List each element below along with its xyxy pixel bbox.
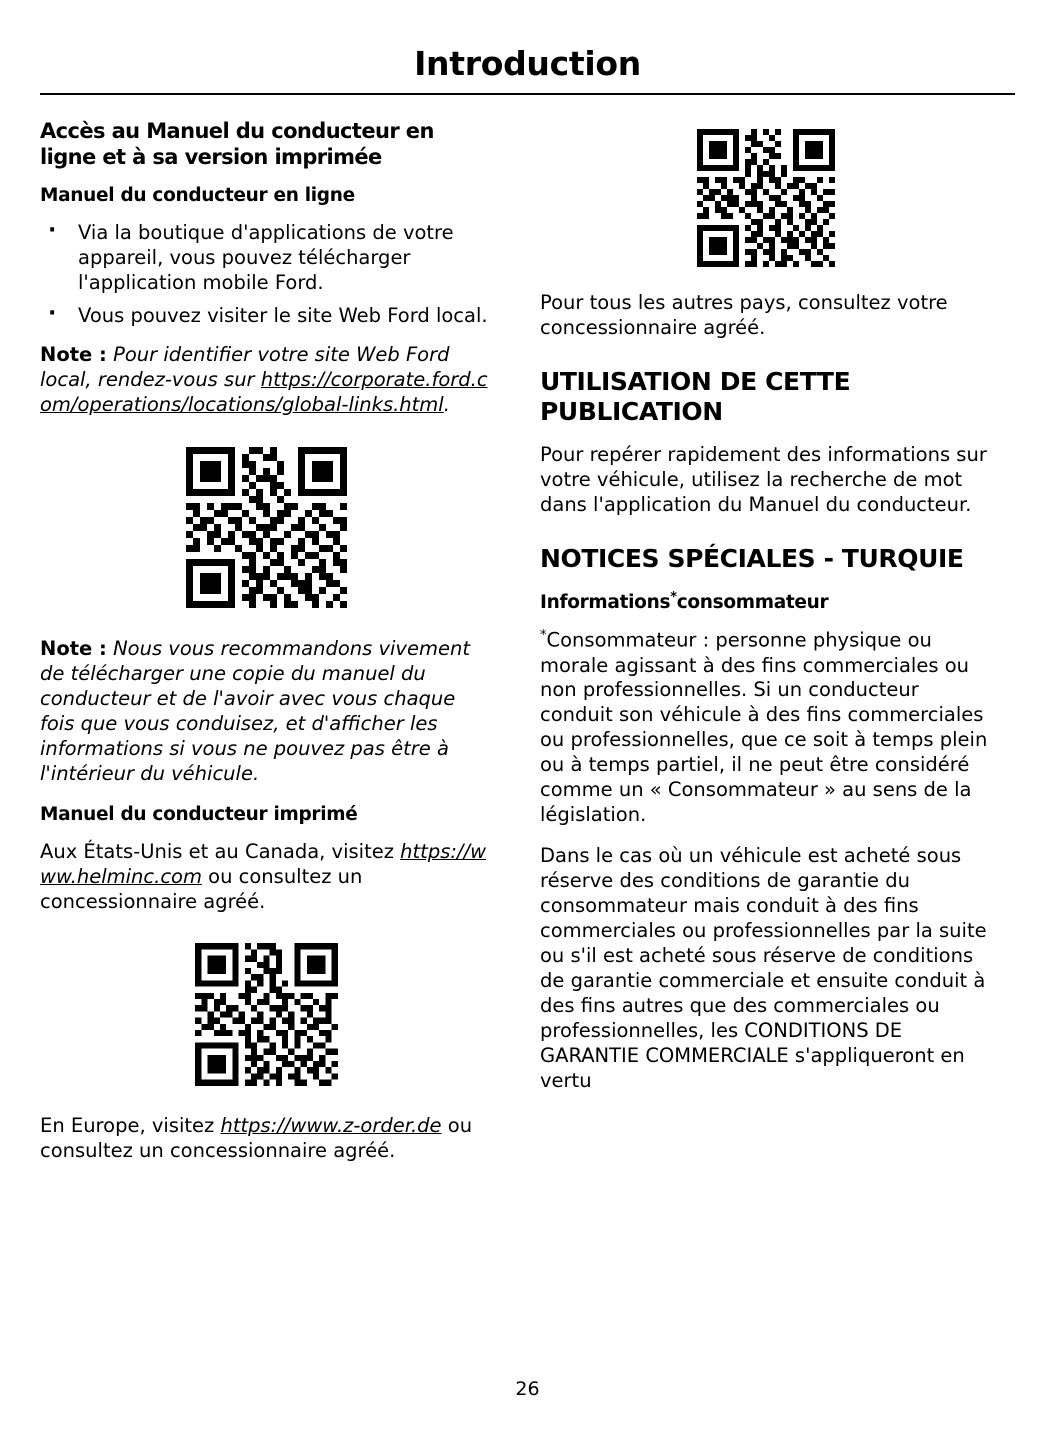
printed-text-before: Aux États-Unis et au Canada, visitez (40, 839, 401, 863)
qr-code-z-order-container (540, 123, 992, 273)
subsection-title-online-manual: Manuel du conducteur en ligne (40, 185, 355, 207)
warranty-paragraph: Dans le cas où un véhicule est acheté sous réserve des conditions de garantie du consommateur mais conduit à des fins commerciales ou professionnelles par la suite ou s'il est acheté sous réserve de conditions de garantie commerciale et ensuite conduit à des fins autres que des commerciales ou professionnelles, les CONDITIONS DE GARANTIE COMMERCIALE s'appliqueront en vertu (540, 844, 987, 1092)
note-label: Note : (40, 343, 107, 367)
page-number: 26 (515, 1378, 540, 1400)
qr-code-helminc-container (40, 937, 492, 1092)
two-column-body (40, 119, 1015, 1180)
consumer-title-after: consommateur (676, 591, 829, 613)
consumer-title-before: Informations (540, 591, 671, 613)
asterisk-marker: * (670, 589, 677, 605)
printed-text-after: ou consultez un concessionnaire agréé. (40, 864, 363, 913)
note-download-recommendation (40, 637, 492, 787)
section-title-special-notices: NOTICES SPÉCIALES - TURQUIE (540, 543, 964, 573)
link-z-order[interactable]: https://www.z-order.de (220, 1113, 442, 1137)
subsection-title-printed-manual: Manuel du conducteur imprimé (40, 803, 358, 825)
section-title-online-access: Accès au Manuel du conducteur en ligne et à sa version imprimée (40, 119, 434, 169)
header-divider (40, 93, 1015, 95)
list-item: · Via la boutique d'applications de votre appareil, vous pouvez télécharger l'application mobile Ford. (40, 221, 492, 296)
note-local-website (40, 343, 492, 418)
online-manual-bullet-list (40, 221, 492, 329)
europe-paragraph (40, 1114, 492, 1164)
right-column (540, 119, 992, 1110)
list-item: · Vous pouvez visiter le site Web Ford local. (40, 304, 492, 329)
note-text: Nous vous recommandons vivement de télécharger une copie du manuel du conducteur et de l'avoir avec vous chaque fois que vous conduisez, et d'afficher les informations si vous ne pouvez pas être à l'intérieur du véhicule. (40, 637, 470, 785)
note-text-end: . (443, 393, 450, 417)
qr-code-global-links-icon (179, 440, 354, 615)
qr-code-z-order-icon (691, 123, 841, 273)
europe-text-before: En Europe, visitez (40, 1113, 221, 1137)
subsection-title-consumer-info (540, 590, 992, 614)
section-title-usage: UTILISATION DE CETTE PUBLICATION (540, 366, 851, 426)
printed-manual-paragraph (40, 840, 492, 915)
page-title: Introduction (414, 44, 641, 83)
other-countries-paragraph: Pour tous les autres pays, consultez votre concessionnaire agréé. (540, 291, 948, 339)
asterisk-marker-footnote: * (540, 628, 547, 644)
link-global-links[interactable]: https://corporate.ford.com/operations/locations/global-links.html (40, 368, 488, 417)
qr-code-helminc-icon (189, 937, 344, 1092)
consumer-definition-text: Consommateur : personne physique ou morale agissant à des fins commerciales ou non professionnelles. Si un conducteur conduit son véhicule à des fins commerciales ou professionnelles, que ce soit à temps plein ou à temps partiel, il ne peut être considéré comme un « Consommateur » au sens de la législation. (540, 628, 988, 827)
qr-code-global-links-container (40, 440, 492, 615)
note-text: Pour identifier votre site Web Ford local, rendez-vous sur (40, 343, 450, 392)
europe-text-after: ou consultez un concessionnaire agréé. (40, 1113, 473, 1162)
link-helminc[interactable]: https://www.helminc.com (40, 839, 487, 888)
note-label: Note : (40, 637, 107, 661)
consumer-definition-paragraph (540, 628, 992, 828)
left-column (40, 119, 492, 1180)
usage-paragraph: Pour repérer rapidement des informations sur votre véhicule, utilisez la recherche de mot dans l'application du Manuel du conducteur. (540, 442, 987, 516)
